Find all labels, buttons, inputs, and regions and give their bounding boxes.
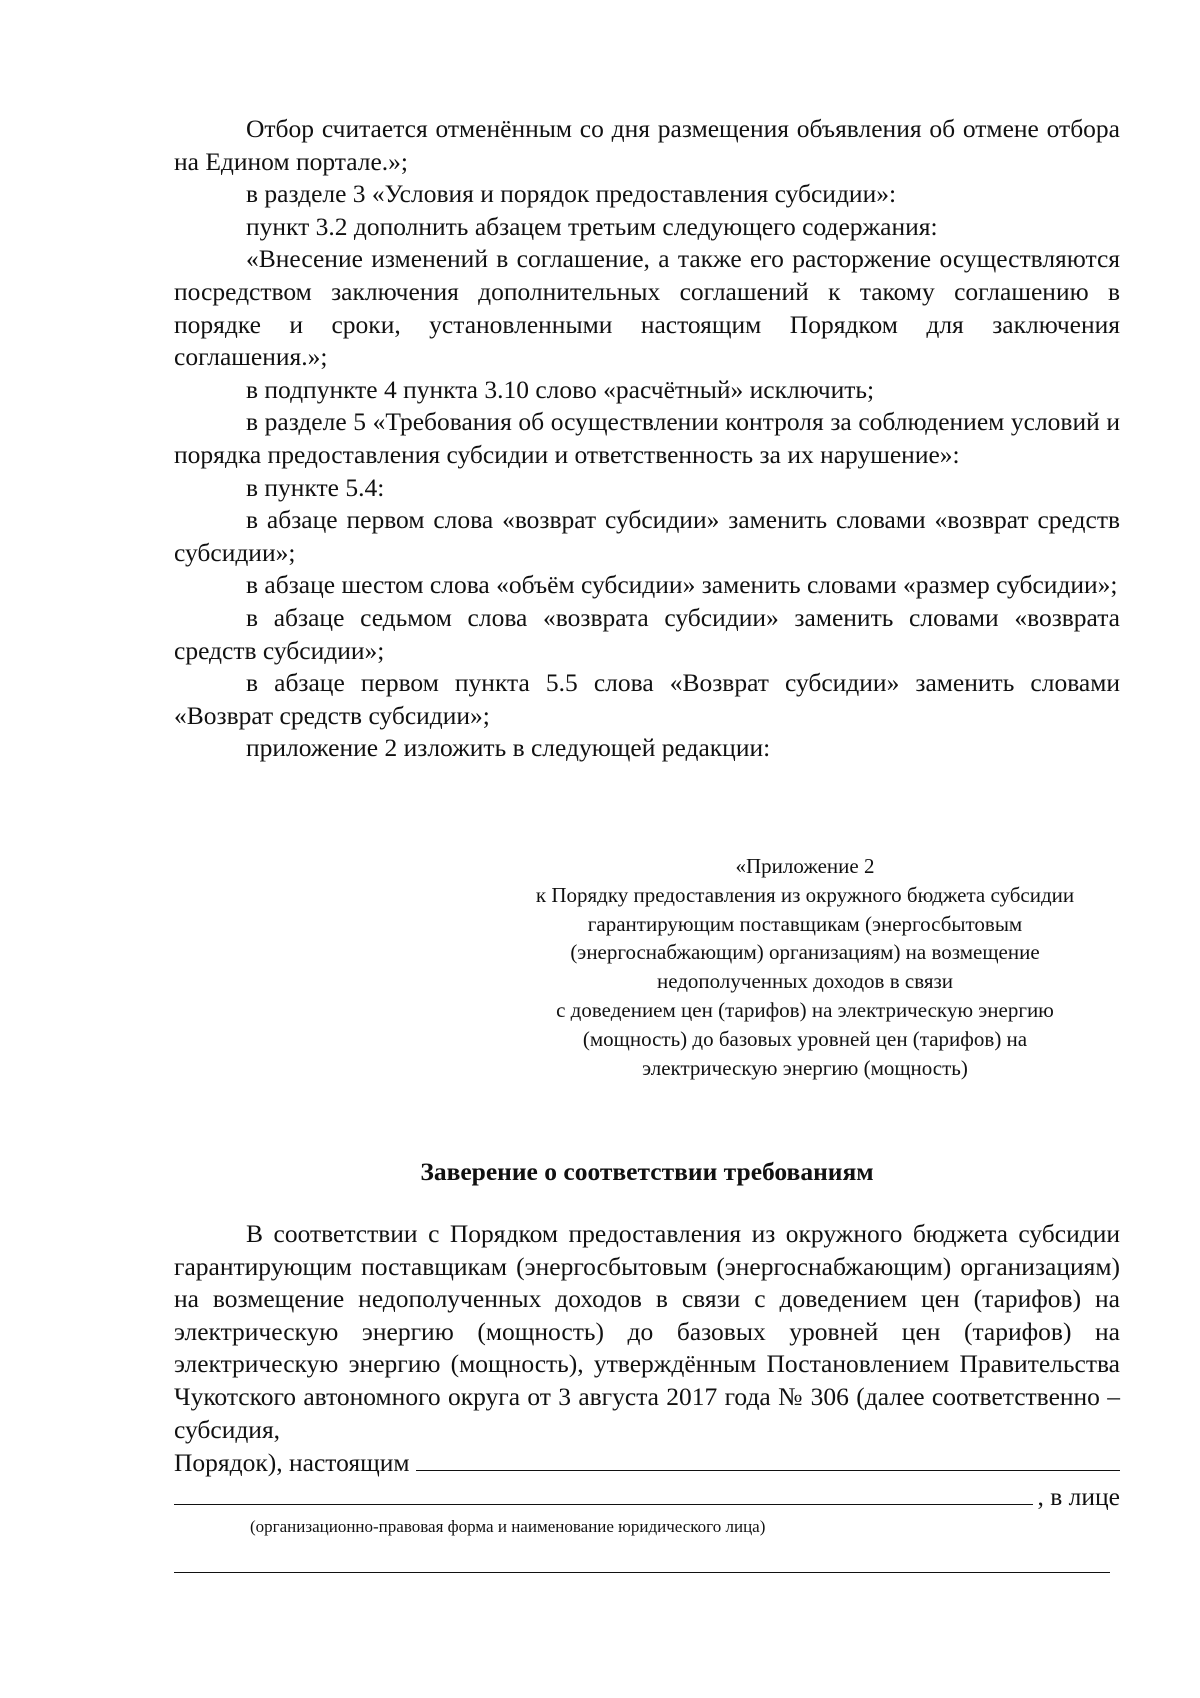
statement-paragraph: В соответствии с Порядком предоставления из окружного бюджета субсидии гарантирующим поставщикам (энергосбытовым (энергоснабжающим) организациям) на возмещение недополученных доходов в связи с доведением цен (тарифов) на электрическую энергию (мощность) до базовых уровней цен (тарифов) на электрическую энергию (мощность), утверждённым Постановлением Правительства Чукотского автономного округа от 3 августа 2017 года № 306 (далее соответственно – субсидия, [174, 1219, 1120, 1444]
paragraph: «Внесение изменений в соглашение, а также его расторжение осуществляются посредством заключения дополнительных соглашений к такому соглашению в порядке и сроки, установленными настоящим Порядком для заключения соглашения.»; [174, 244, 1120, 372]
in-person-label: , в лице [1037, 1482, 1120, 1511]
appendix-header [470, 852, 1140, 1082]
paragraph: приложение 2 изложить в следующей редакции: [246, 733, 771, 763]
paragraph: Отбор считается отменённым со дня размещения объявления об отмене отбора на Едином портале.»; [174, 114, 1120, 176]
amendments-text [174, 113, 1120, 765]
paragraph: в абзаце первом слова «возврат субсидии» заменить словами «возврат средств субсидии»; [174, 505, 1120, 567]
organization-caption: (организационно-правовая форма и наименование юридического лица) [250, 1517, 766, 1536]
appendix-line: (энергоснабжающим) организациям) на возмещение [570, 940, 1040, 965]
paragraph: пункт 3.2 дополнить абзацем третьим следующего содержания: [246, 211, 938, 241]
paragraph: в пункте 5.4: [246, 472, 385, 502]
appendix-line: недополученных доходов в связи [656, 969, 954, 994]
paragraph: в разделе 5 «Требования об осуществлении контроля за соблюдением условий и порядка предоставления субсидии и ответственность за их нарушение»: [174, 407, 1120, 469]
statement-tail: Порядок), настоящим [174, 1448, 410, 1478]
organization-line [174, 1480, 1120, 1513]
paragraph: в абзаце шестом слова «объём субсидии» заменить словами «размер субсидии»; [246, 570, 1118, 600]
appendix-line: с доведением цен (тарифов) на электрическую энергию [556, 997, 1054, 1022]
section-heading: Заверение о соответствии требованиям [420, 1157, 874, 1186]
paragraph: в абзаце первом пункта 5.5 слова «Возврат субсидии» заменить словами «Возврат средств субсидии»; [174, 668, 1120, 730]
appendix-line: (мощность) до базовых уровней цен (тарифов) на [582, 1026, 1028, 1051]
appendix-line: гарантирующим поставщикам (энергосбытовым [587, 911, 1023, 936]
paragraph: в подпункте 4 пункта 3.10 слово «расчётный» исключить; [246, 374, 875, 404]
organization-fill-in-line[interactable] [174, 1480, 1033, 1505]
paragraph: в разделе 3 «Условия и порядок предоставления субсидии»: [246, 179, 897, 209]
representative-fill-in-line[interactable] [174, 1572, 1110, 1573]
fill-in-line[interactable] [416, 1446, 1120, 1471]
statement-last-line [174, 1446, 1120, 1480]
appendix-line: к Порядку предоставления из окружного бюджета субсидии [535, 882, 1075, 907]
appendix-line: «Приложение 2 [735, 854, 875, 878]
appendix-line: электрическую энергию (мощность) [642, 1055, 968, 1080]
paragraph: в абзаце седьмом слова «возврата субсидии» заменить словами «возврата средств субсидии»; [174, 602, 1120, 665]
statement-text [174, 1218, 1120, 1480]
